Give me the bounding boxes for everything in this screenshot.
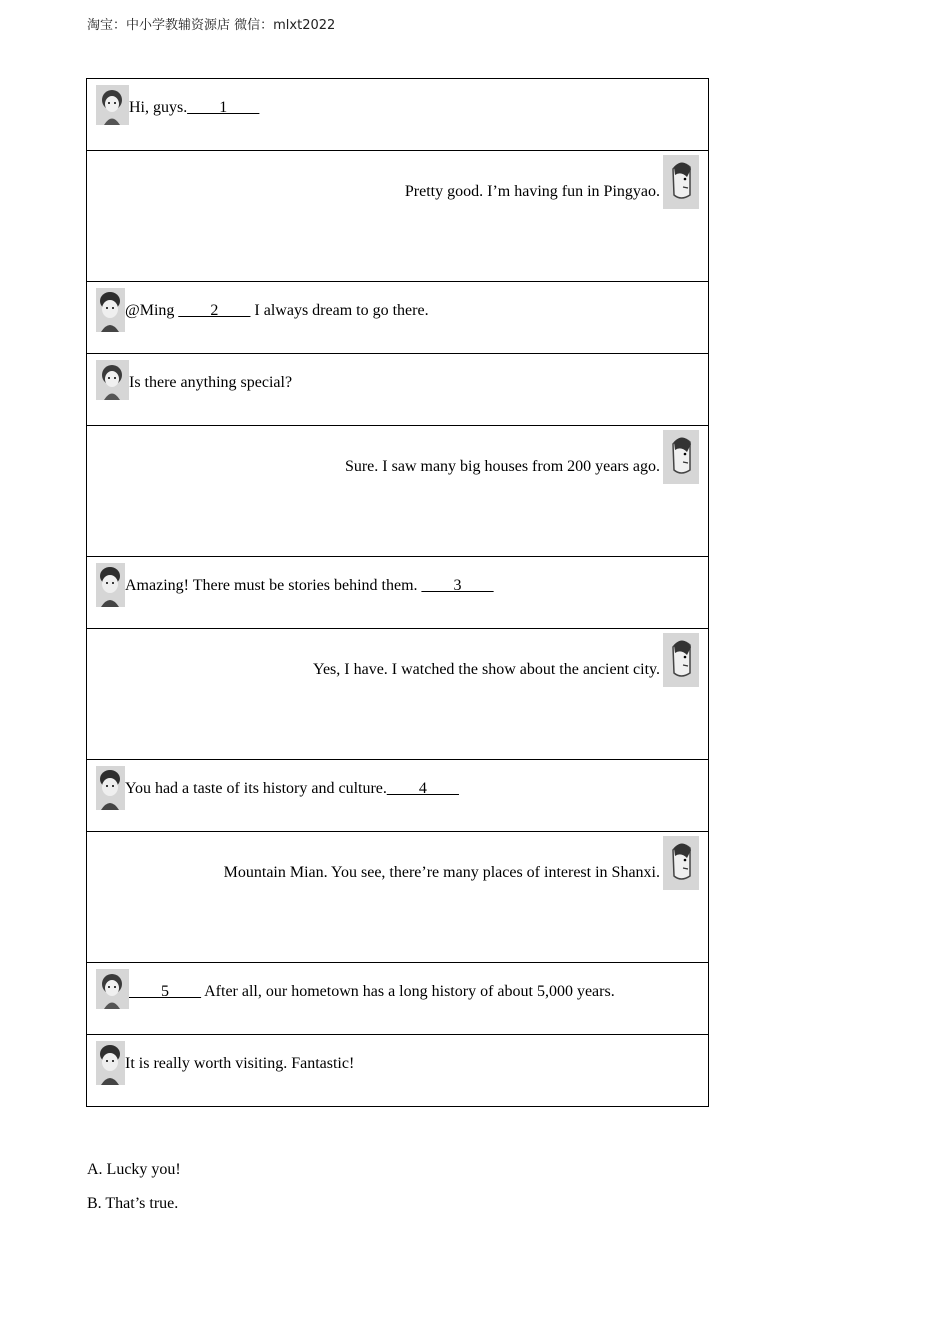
message-left [87, 354, 708, 400]
chat-row [87, 282, 709, 354]
man-avatar-icon [663, 430, 699, 484]
answer-blank: ____2____ [178, 302, 251, 319]
message-right [87, 426, 708, 484]
chat-table [86, 78, 709, 1107]
girl-avatar-icon [96, 360, 129, 400]
message-text: Hi, guys.____1____ [129, 99, 260, 116]
option-a: A. Lucky you! [87, 1161, 181, 1178]
chat-row [87, 79, 709, 151]
answer-blank: ____1____ [187, 99, 260, 116]
message-text: You had a taste of its history and culture.____4____ [125, 780, 459, 797]
message-text: Sure. I saw many big houses from 200 years ago. [344, 458, 660, 475]
message-left [87, 1035, 708, 1085]
answer-blank: ____3____ [421, 577, 494, 594]
chat-row [87, 151, 709, 282]
message-text: Amazing! There must be stories behind them. ____3____ [125, 577, 494, 594]
chat-row [87, 557, 709, 629]
message-left [87, 282, 708, 332]
message-right [87, 629, 708, 687]
message-text: @Ming ____2____ I always dream to go there. [125, 302, 429, 319]
answer-blank: ____4____ [386, 780, 459, 797]
message-text: Pretty good. I’m having fun in Pingyao. [404, 183, 660, 200]
chat-row [87, 832, 709, 963]
message-text: Mountain Mian. You see, there’re many places of interest in Shanxi. [223, 864, 660, 881]
message-right [87, 832, 708, 890]
boy-avatar-icon [96, 563, 125, 607]
message-left [87, 79, 708, 125]
chat-row [87, 354, 709, 426]
option-b: B. That’s true. [87, 1195, 179, 1212]
message-left [87, 760, 708, 810]
message-text: ____5____ After all, our hometown has a long history of about 5,000 years. [129, 983, 615, 1000]
chat-row [87, 760, 709, 832]
message-text: Is there anything special? [129, 374, 293, 391]
man-avatar-icon [663, 633, 699, 687]
girl-avatar-icon [96, 969, 129, 1009]
message-left [87, 557, 708, 607]
message-text: Yes, I have. I watched the show about the ancient city. [312, 661, 660, 678]
man-avatar-icon [663, 836, 699, 890]
chat-row [87, 963, 709, 1035]
chat-row [87, 1035, 709, 1107]
answer-blank: ____5____ [129, 983, 201, 1000]
page-header: 淘宝：中小学教辅资源店 微信：mlxt2022 [87, 18, 336, 33]
boy-avatar-icon [96, 288, 125, 332]
message-text: It is really worth visiting. Fantastic! [125, 1055, 355, 1072]
man-avatar-icon [663, 155, 699, 209]
message-left [87, 963, 708, 1009]
message-right [87, 151, 708, 209]
boy-avatar-icon [96, 1041, 125, 1085]
chat-row [87, 426, 709, 557]
chat-row [87, 629, 709, 760]
girl-avatar-icon [96, 85, 129, 125]
answer-options [87, 1153, 181, 1221]
boy-avatar-icon [96, 766, 125, 810]
